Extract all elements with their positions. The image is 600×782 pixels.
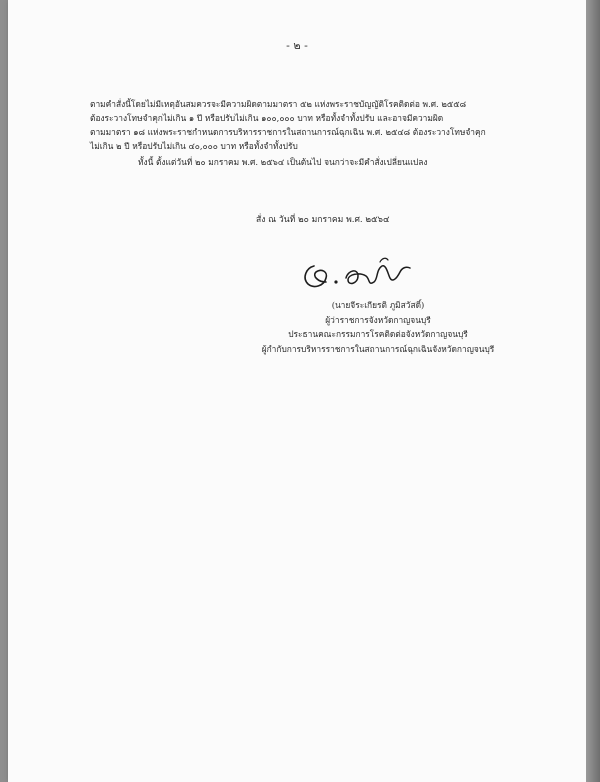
order-date: สั่ง ณ วันที่ ๒๐ มกราคม พ.ศ. ๒๕๖๔ xyxy=(256,215,390,225)
background-edge xyxy=(586,0,600,782)
penalty-line-2: ต้องระวางโทษจำคุกไม่เกิน ๑ ปี หรือปรับไม่เกิน ๑๐๐,๐๐๐ บาท หรือทั้งจำทั้งปรับ และอาจมีความผิด xyxy=(90,113,444,123)
page-number: - ๒ - xyxy=(286,39,308,52)
penalty-line-4: ไม่เกิน ๒ ปี หรือปรับไม่เกิน ๔๐,๐๐๐ บาท หรือทั้งจำทั้งปรับ xyxy=(90,141,298,151)
signer-name: (นายจีระเกียรติ ภูมิสวัสดิ์) xyxy=(331,300,425,310)
document-page xyxy=(8,0,586,782)
signer-title-emergency: ผู้กำกับการบริหารราชการในสถานการณ์ฉุกเฉินจังหวัดกาญจนบุรี xyxy=(261,343,495,354)
signer-title-governor: ผู้ว่าราชการจังหวัดกาญจนบุรี xyxy=(325,314,431,325)
penalty-line-3: ตามมาตรา ๑๘ แห่งพระราชกำหนดการบริหารราชการในสถานการณ์ฉุกเฉิน พ.ศ. ๒๕๔๘ ต้องระวางโทษจำคุก xyxy=(90,127,486,137)
order-body xyxy=(90,97,526,169)
effective-date-paragraph: ทั้งนี้ ตั้งแต่วันที่ ๒๐ มกราคม พ.ศ. ๒๕๖๔ เป็นต้นไป จนกว่าจะมีคำสั่งเปลี่ยนแปลง xyxy=(138,157,428,167)
signer-block xyxy=(248,298,508,356)
signer-title-committee: ประธานคณะกรรมการโรคติดต่อจังหวัดกาญจนบุรี xyxy=(288,329,468,339)
penalty-line-1: ตามคำสั่งนี้โดยไม่มีเหตุอันสมควรจะมีความผิดตามมาตรา ๕๒ แห่งพระราชบัญญัติโรคติดต่อ พ.ศ. ๒๕๕๘ xyxy=(90,99,467,109)
signature-image xyxy=(296,252,426,294)
